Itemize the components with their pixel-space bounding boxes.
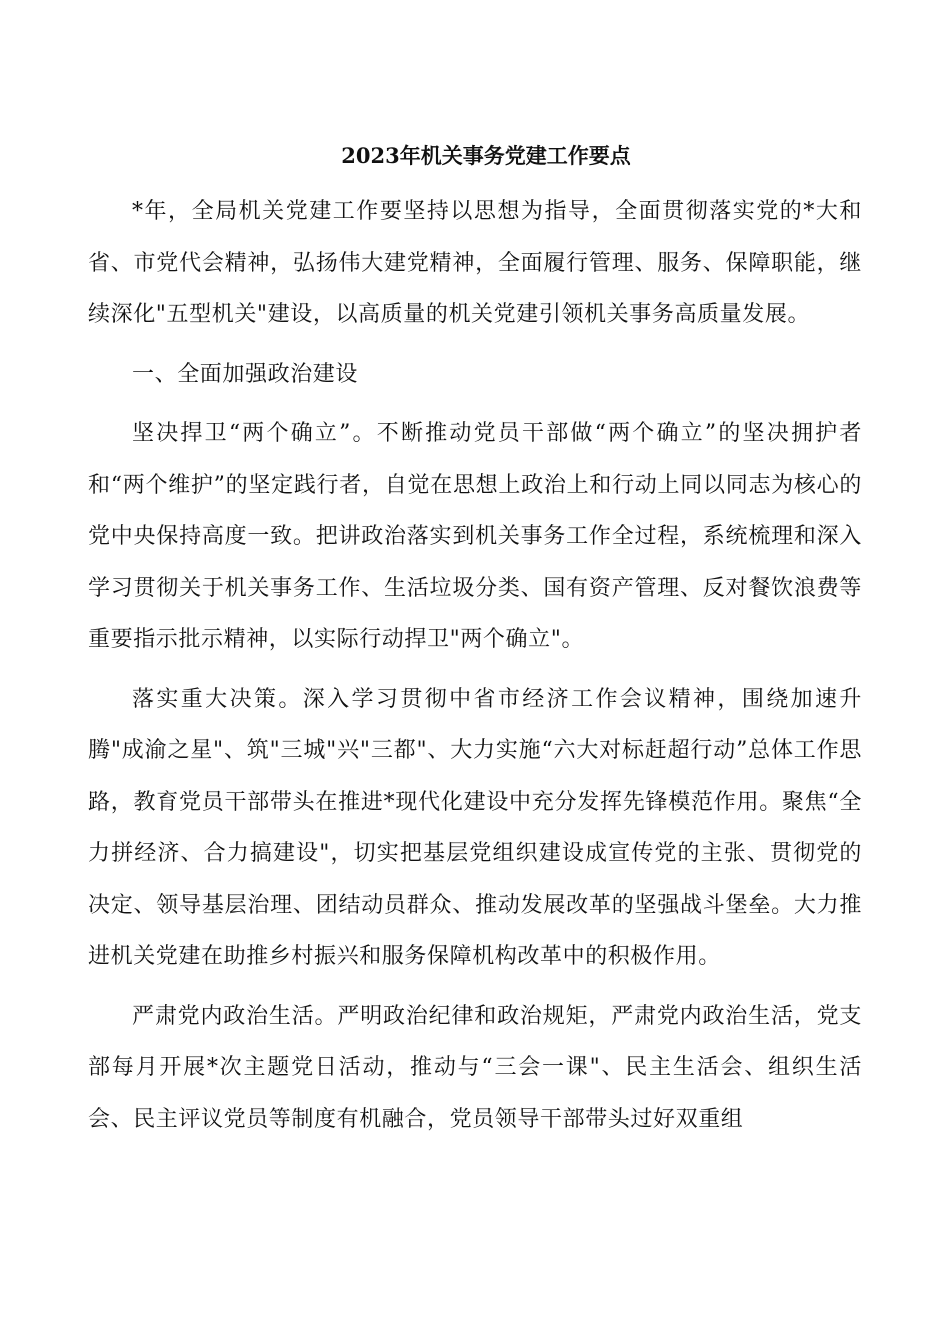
paragraph-party-political-life: 严肃党内政治生活。严明政治纪律和政治规矩，严肃党内政治生活，党支部每月开展*次主题党日活动，推动与“三会一课"、民主生活会、组织生活会、民主评议党员等制度有机融合，党员领导干部带头过好双重组 <box>88 1003 862 1132</box>
document-title: 2023年机关事务党建工作要点 <box>341 143 631 168</box>
intro-paragraph: *年，全局机关党建工作要坚持以思想为指导，全面贯彻落实党的*大和省、市党代会精神，弘扬伟大建党精神，全面履行管理、服务、保障职能，继续深化"五型机关"建设，以高质量的机关党建引领机关事务高质量发展。 <box>88 199 862 327</box>
section-heading-political-construction: 一、全面加强政治建设 <box>132 361 359 387</box>
document-page <box>88 138 862 1153</box>
paragraph-two-establishments: 坚决捍卫“两个确立”。不断推动党员干部做“两个确立”的坚决拥护者和“两个维护”的坚定践行者，自觉在思想上政治上和行动上同以同志为核心的党中央保持高度一致。把讲政治落实到机关事务工作全过程，系统梳理和深入学习贯彻关于机关事务工作、生活垃圾分类、国有资产管理、反对餐饮浪费等重要指示批示精神，以实际行动捍卫"两个确立"。 <box>88 421 862 652</box>
paragraph-major-decisions: 落实重大决策。深入学习贯彻中省市经济工作会议精神，围绕加速升腾"成渝之星"、筑"三城"兴"三都"、大力实施“六大对标赶超行动”总体工作思路，教育党员干部带头在推进*现代化建设中充分发挥先锋模范作用。聚焦“全力拼经济、合力搞建设"，切实把基层党组织建设成宣传党的主张、贯彻党的决定、领导基层治理、团结动员群众、推动发展改革的坚强战斗堡垒。大力推进机关党建在助推乡村振兴和服务保障机构改革中的积极作用。 <box>88 686 862 969</box>
